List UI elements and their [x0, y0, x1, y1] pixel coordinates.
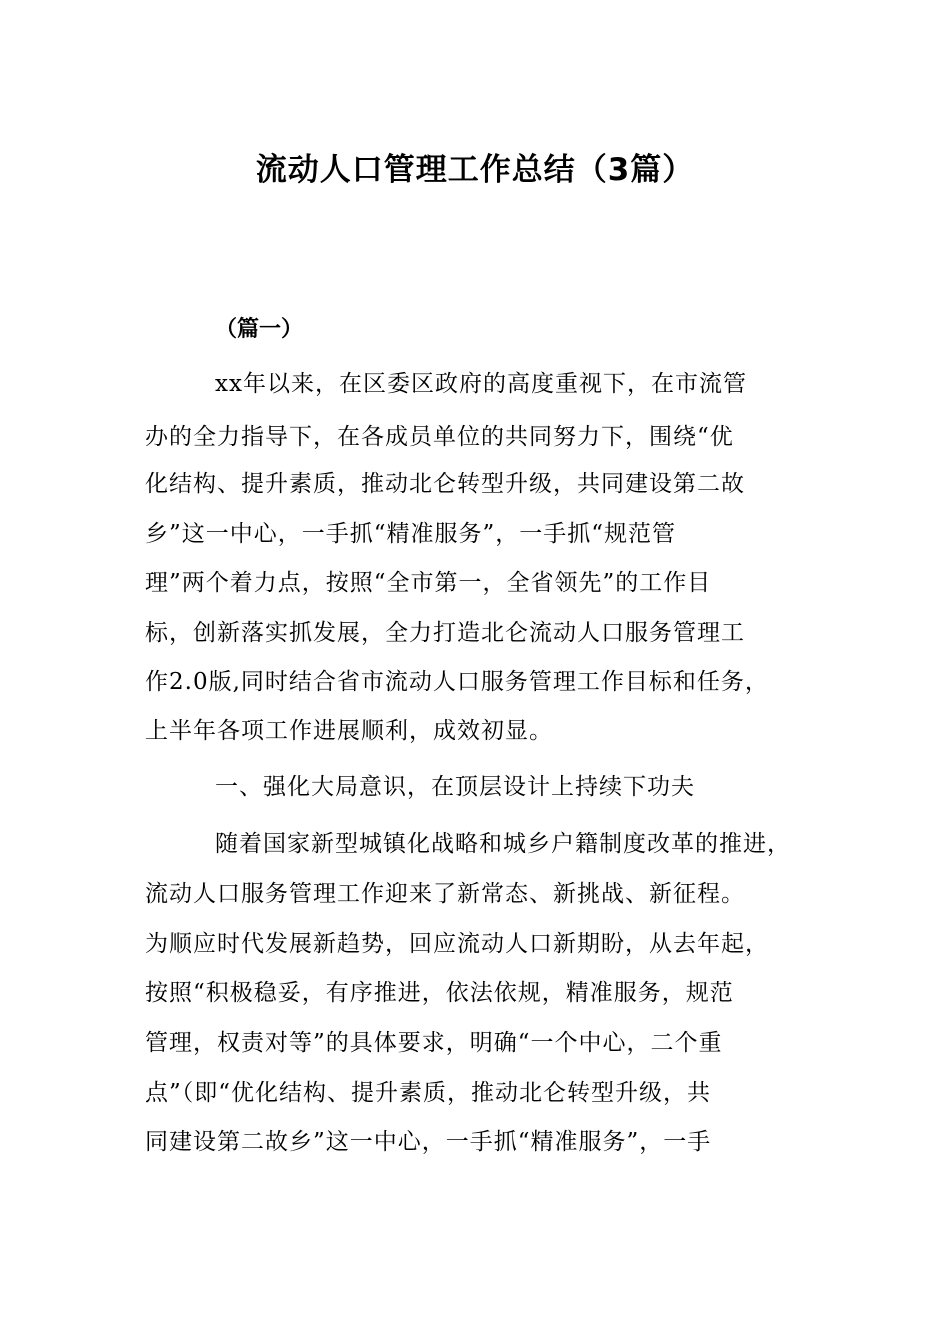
paragraph-line: 按照“积极稳妥，有序推进，依法依规，精准服务，规范 — [145, 980, 734, 1006]
paragraph-line: 管理，权责对等”的具体要求，明确“一个中心，二个重 — [145, 1030, 723, 1056]
paragraph-line: 化结构、提升素质，推动北仑转型升级，共同建设第二故 — [145, 471, 745, 497]
paragraph-line: 流动人口服务管理工作迎来了新常态、新挑战、新征程。 — [145, 881, 745, 907]
paragraph-line: 标，创新落实抓发展，全力打造北仑流动人口服务管理工 — [145, 620, 745, 646]
paragraph-line: 同建设第二故乡”这一中心，一手抓“精准服务”，一手 — [145, 1129, 712, 1155]
paragraph-line: 办的全力指导下，在各成员单位的共同努力下，围绕“优 — [145, 424, 734, 450]
paragraph-line: 乡”这一中心，一手抓“精准服务”，一手抓“规范管 — [145, 521, 677, 547]
paragraph-line: 上半年各项工作进展顺利，成效初显。 — [145, 718, 553, 744]
paragraph-line: 随着国家新型城镇化战略和城乡户籍制度改革的推进， — [215, 831, 791, 857]
document-title: 流动人口管理工作总结（3篇） — [255, 152, 695, 188]
section-heading: 一、强化大局意识，在顶层设计上持续下功夫 — [215, 774, 695, 800]
paragraph-line: 点”（即“优化结构、提升素质，推动北仑转型升级，共 — [145, 1080, 712, 1106]
paragraph-line: 理”两个着力点，按照“全市第一，全省领先”的工作目 — [145, 570, 712, 596]
paragraph-line: xx年以来，在区委区政府的高度重视下，在市流管 — [215, 371, 747, 397]
paragraph-line: 为顺应时代发展新趋势，回应流动人口新期盼，从去年起， — [145, 931, 769, 957]
paragraph-line: 作2.0版,同时结合省市流动人口服务管理工作目标和任务， — [145, 669, 769, 695]
section-label: （篇一） — [215, 317, 304, 342]
